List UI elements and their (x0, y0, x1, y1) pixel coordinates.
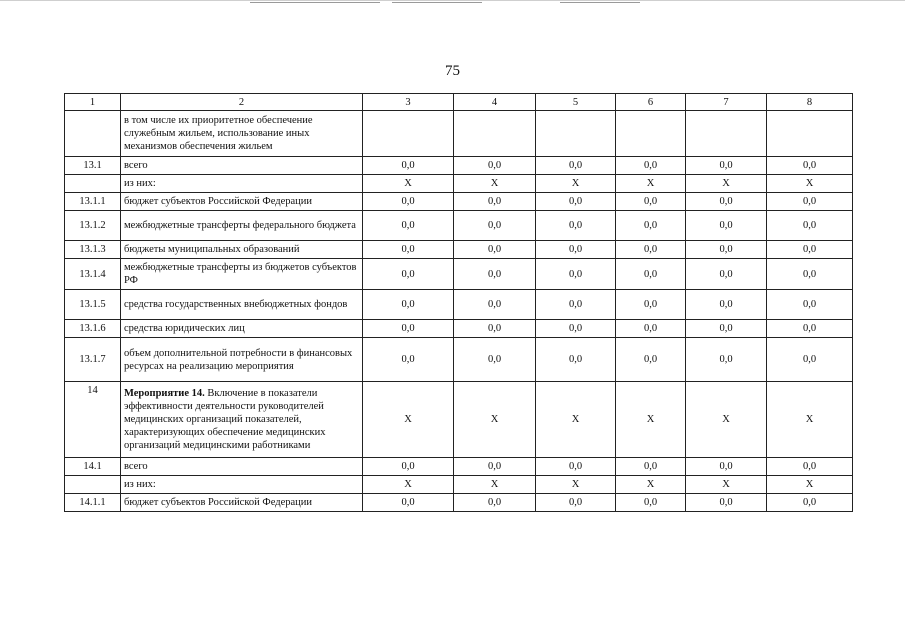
row-description: из них: (121, 175, 363, 193)
value-cell: 0,0 (686, 320, 767, 338)
value-cell: X (616, 175, 686, 193)
value-cell: 0,0 (767, 458, 853, 476)
value-cell: 0,0 (454, 338, 536, 382)
row-description: всего (121, 157, 363, 175)
value-cell: 0,0 (686, 338, 767, 382)
row-number: 14 (65, 382, 121, 458)
column-header: 4 (454, 94, 536, 111)
value-cell: 0,0 (536, 494, 616, 512)
value-cell: 0,0 (454, 211, 536, 241)
value-cell: 0,0 (454, 259, 536, 290)
value-cell: X (767, 382, 853, 458)
row-description: всего (121, 458, 363, 476)
value-cell: 0,0 (616, 211, 686, 241)
page-number: 75 (445, 63, 460, 79)
row-number: 14.1.1 (65, 494, 121, 512)
value-cell: 0,0 (536, 338, 616, 382)
value-cell: 0,0 (767, 211, 853, 241)
value-cell: 0,0 (363, 290, 454, 320)
table-row (65, 111, 853, 157)
row-number (65, 476, 121, 494)
value-cell: 0,0 (454, 290, 536, 320)
value-cell: X (536, 382, 616, 458)
value-cell: X (616, 476, 686, 494)
value-cell: 0,0 (686, 193, 767, 211)
value-cell: 0,0 (616, 458, 686, 476)
value-cell: X (767, 476, 853, 494)
row-number: 13.1.7 (65, 338, 121, 382)
table-row (65, 458, 853, 476)
value-cell: 0,0 (363, 320, 454, 338)
budget-table (64, 93, 853, 512)
row-number: 13.1 (65, 157, 121, 175)
value-cell (616, 111, 686, 157)
table-row (65, 193, 853, 211)
value-cell (363, 111, 454, 157)
value-cell: 0,0 (767, 290, 853, 320)
row-number (65, 175, 121, 193)
column-header: 7 (686, 94, 767, 111)
column-header: 6 (616, 94, 686, 111)
table-row (65, 157, 853, 175)
value-cell: X (616, 382, 686, 458)
value-cell: X (454, 382, 536, 458)
value-cell: X (454, 175, 536, 193)
value-cell: X (363, 476, 454, 494)
value-cell: X (767, 175, 853, 193)
row-number: 13.1.2 (65, 211, 121, 241)
table-row (65, 259, 853, 290)
value-cell: 0,0 (616, 290, 686, 320)
value-cell (686, 111, 767, 157)
table-row (65, 382, 853, 458)
value-cell: 0,0 (363, 211, 454, 241)
value-cell: 0,0 (767, 320, 853, 338)
value-cell: 0,0 (686, 241, 767, 259)
row-description: средства юридических лиц (121, 320, 363, 338)
measure-description: Включение в показатели эффективности деятельности руководителей медицинских организаций показателей, характеризующих обеспечение медицинских организаций медицинскими работниками (124, 388, 326, 451)
value-cell (454, 111, 536, 157)
row-description: в том числе их приоритетное обеспечение служебным жильем, использование иных механизмов обеспечения жильем (121, 111, 363, 157)
column-header-row (65, 94, 853, 111)
scan-artifact-line (560, 2, 640, 3)
row-number: 13.1.4 (65, 259, 121, 290)
row-description: бюджет субъектов Российской Федерации (121, 494, 363, 512)
row-description: межбюджетные трансферты федерального бюджета (121, 211, 363, 241)
value-cell: 0,0 (767, 193, 853, 211)
value-cell: 0,0 (536, 241, 616, 259)
row-description: межбюджетные трансферты из бюджетов субъектов РФ (121, 259, 363, 290)
row-number: 14.1 (65, 458, 121, 476)
value-cell: 0,0 (363, 458, 454, 476)
measure-title: Мероприятие 14. (124, 388, 205, 399)
value-cell: 0,0 (616, 241, 686, 259)
row-description (121, 382, 363, 458)
value-cell: 0,0 (616, 157, 686, 175)
value-cell: 0,0 (686, 494, 767, 512)
value-cell (767, 111, 853, 157)
row-description: бюджет субъектов Российской Федерации (121, 193, 363, 211)
table-row (65, 175, 853, 193)
value-cell: 0,0 (454, 193, 536, 211)
table-row (65, 320, 853, 338)
value-cell: 0,0 (363, 157, 454, 175)
scan-artifact-line (250, 2, 380, 3)
value-cell: 0,0 (363, 241, 454, 259)
value-cell: 0,0 (616, 259, 686, 290)
value-cell: 0,0 (767, 494, 853, 512)
table-row (65, 494, 853, 512)
column-header: 2 (121, 94, 363, 111)
column-header: 8 (767, 94, 853, 111)
value-cell: 0,0 (767, 241, 853, 259)
value-cell: 0,0 (767, 157, 853, 175)
value-cell: X (536, 175, 616, 193)
value-cell (536, 111, 616, 157)
column-header: 5 (536, 94, 616, 111)
value-cell: 0,0 (767, 259, 853, 290)
value-cell: 0,0 (536, 157, 616, 175)
value-cell: 0,0 (767, 338, 853, 382)
value-cell: 0,0 (686, 157, 767, 175)
table-row (65, 476, 853, 494)
value-cell: 0,0 (536, 193, 616, 211)
table-row (65, 241, 853, 259)
scan-artifact-line (392, 2, 482, 3)
table-row (65, 290, 853, 320)
value-cell: 0,0 (686, 458, 767, 476)
value-cell: X (536, 476, 616, 494)
value-cell: 0,0 (686, 290, 767, 320)
table-row (65, 211, 853, 241)
value-cell: 0,0 (536, 211, 616, 241)
column-header: 1 (65, 94, 121, 111)
value-cell: X (686, 382, 767, 458)
value-cell: X (363, 175, 454, 193)
table-row (65, 338, 853, 382)
row-description: объем дополнительной потребности в финансовых ресурсах на реализацию мероприятия (121, 338, 363, 382)
value-cell: 0,0 (686, 211, 767, 241)
value-cell: X (454, 476, 536, 494)
value-cell: 0,0 (536, 259, 616, 290)
value-cell: 0,0 (454, 320, 536, 338)
value-cell: 0,0 (454, 157, 536, 175)
value-cell: X (686, 476, 767, 494)
value-cell: 0,0 (454, 458, 536, 476)
value-cell: 0,0 (363, 494, 454, 512)
value-cell: 0,0 (536, 320, 616, 338)
value-cell: 0,0 (616, 320, 686, 338)
value-cell: 0,0 (616, 338, 686, 382)
value-cell: 0,0 (686, 259, 767, 290)
value-cell: 0,0 (363, 338, 454, 382)
row-number: 13.1.5 (65, 290, 121, 320)
row-description: средства государственных внебюджетных фондов (121, 290, 363, 320)
value-cell: X (686, 175, 767, 193)
value-cell: 0,0 (616, 193, 686, 211)
value-cell: 0,0 (363, 193, 454, 211)
value-cell: 0,0 (454, 241, 536, 259)
value-cell: 0,0 (616, 494, 686, 512)
value-cell: 0,0 (536, 458, 616, 476)
column-header: 3 (363, 94, 454, 111)
row-number: 13.1.1 (65, 193, 121, 211)
value-cell: 0,0 (536, 290, 616, 320)
scan-edge-line (0, 0, 905, 1)
row-description: из них: (121, 476, 363, 494)
value-cell: 0,0 (363, 259, 454, 290)
row-number: 13.1.6 (65, 320, 121, 338)
row-number (65, 111, 121, 157)
value-cell: 0,0 (454, 494, 536, 512)
row-description: бюджеты муниципальных образований (121, 241, 363, 259)
value-cell: X (363, 382, 454, 458)
row-number: 13.1.3 (65, 241, 121, 259)
